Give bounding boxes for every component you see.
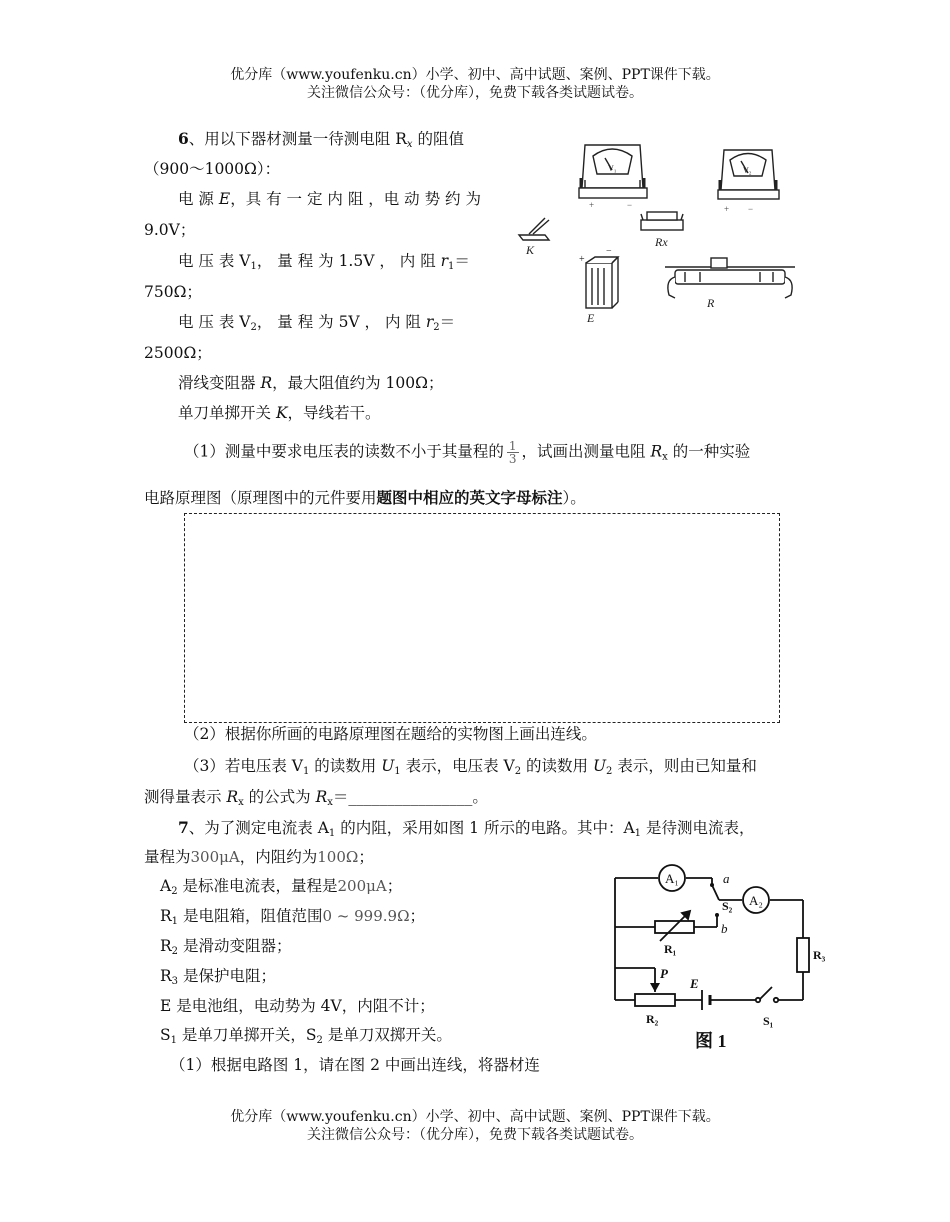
q7-r2-a: R xyxy=(160,937,172,955)
q6-p3-r2sub: x xyxy=(327,797,333,808)
q7-range-math2: 100Ω xyxy=(317,848,359,866)
figure-1-caption: 图 1 xyxy=(695,1031,727,1051)
q7-r1-math: 0 ~ 999.9Ω xyxy=(322,907,410,925)
q6-v2-b: ， 量 程 为 5V ， 内 阻 xyxy=(256,313,426,331)
q6-p3-u2: U xyxy=(592,757,607,775)
q6-p3-b: 的读数用 xyxy=(309,757,382,775)
circuit-wires xyxy=(615,878,803,1000)
rheostat-r2-icon xyxy=(635,994,675,1006)
switch-k-icon xyxy=(519,218,549,240)
q7-circuit-figure xyxy=(600,855,840,1060)
q6-range: （900～1000Ω）： xyxy=(144,160,281,178)
q7-intro-sub: 1 xyxy=(328,828,336,839)
a1-label: A₁ xyxy=(665,871,679,886)
q7-a2-sub: 2 xyxy=(171,886,178,897)
q6-p3-sub1: 1 xyxy=(302,766,310,777)
q7-e-line: E 是电池组，电动势为 4V，内阻不计； xyxy=(160,997,435,1015)
q7-intro xyxy=(178,818,754,838)
q6-number: 6 xyxy=(178,129,189,148)
q7-s-c: 是单刀双掷开关。 xyxy=(322,1026,452,1044)
q6-part2: （2）根据你所画的电路原理图在题给的实物图上画出连线。 xyxy=(184,725,597,743)
q6-source-line xyxy=(178,189,504,209)
q7-r3-b: 是保护电阻； xyxy=(178,967,276,985)
q6-p3-u1sub: 1 xyxy=(394,766,401,777)
q6-p1-a: （1）测量中要求电压表的读数不小于其量程的 xyxy=(184,442,504,461)
rheostat-r-icon xyxy=(665,258,795,298)
q6-p3-u1: U xyxy=(381,757,395,775)
s2-label: S₂ xyxy=(722,899,733,913)
s2-contact-a-icon xyxy=(710,883,714,887)
footer-line-2: 关注微信公众号：（优分库），免费下载各类试题试卷。 xyxy=(307,1127,643,1143)
q6-p3-e: 表示，则由已知量和 xyxy=(612,757,757,775)
q6-intro-tail: 的阻值 xyxy=(412,130,464,148)
q6-p1-d: 电路原理图（原理图中的元件要用 xyxy=(144,489,377,507)
rx-label: Rx xyxy=(655,235,668,249)
q6-p3-c: 表示，电压表 V xyxy=(400,757,515,775)
q7-r1-c: ； xyxy=(409,907,426,925)
q6-apparatus-figure xyxy=(515,130,805,330)
q6-p1-b: ，试画出测量电阻 xyxy=(521,442,651,461)
q7-s-sub2: 2 xyxy=(316,1035,323,1046)
header-line-2: 关注微信公众号：（优分库），免费下载各类试题试卷。 xyxy=(307,85,643,101)
q7-a2-b: 是标准电流表，量程是 xyxy=(177,877,338,895)
battery-minus-sign: − xyxy=(606,246,612,257)
one-third-fraction xyxy=(507,440,519,465)
fraction-numerator: 1 xyxy=(508,439,517,453)
q6-v1-sub: 1 xyxy=(250,261,257,272)
q7-range-b: ，内阻约为 xyxy=(239,848,318,866)
q7-r3-line xyxy=(160,966,276,986)
q6-v1-line xyxy=(178,251,470,271)
r1-label: R₁ xyxy=(664,942,677,956)
answer-drawing-box[interactable] xyxy=(184,513,780,723)
q6-v1-a: 电 压 表 V xyxy=(178,252,251,270)
battery-e-symbol-icon xyxy=(702,990,710,1010)
q7-number: 7 xyxy=(178,818,189,837)
q6-intro-text: 、用以下器材测量一待测电阻 R xyxy=(188,130,407,148)
q6-p1-bold: 题图中相应的英文字母标注 xyxy=(376,488,563,507)
q6-switch-line xyxy=(178,403,381,423)
q7-intro-c: 是待测电流表， xyxy=(641,819,755,837)
q6-p3-u2sub: 2 xyxy=(606,766,613,777)
q6-p3-a: （3）若电压表 V xyxy=(184,757,303,775)
q6-v1-value: 750Ω； xyxy=(144,283,202,301)
q6-source-sym: E xyxy=(218,190,231,208)
q7-r1-sub: 1 xyxy=(171,916,179,927)
q6-v2-eq: ＝ xyxy=(439,313,456,331)
q6-source-value: 9.0V； xyxy=(144,221,196,239)
q6-p3-r: R xyxy=(226,788,239,806)
q7-intro-a: 、为了测定电流表 A xyxy=(188,819,329,837)
q7-r2-line xyxy=(160,936,291,956)
v1-minus-sign: − xyxy=(627,200,633,210)
q7-r3-sub: 3 xyxy=(171,976,179,987)
q7-r1-line xyxy=(160,906,425,926)
q6-part1-line2 xyxy=(144,488,586,508)
q6-intro-sub: x xyxy=(406,139,413,150)
q6-p1-c: 的一种实验 xyxy=(667,442,751,461)
q7-part1: （1）根据电路图 1，请在图 2 中画出连线，将器材连 xyxy=(170,1056,540,1074)
q7-s-a: S xyxy=(160,1026,171,1044)
q6-v1-rsub: 1 xyxy=(448,261,455,272)
q6-p1-e: ）。 xyxy=(562,489,586,507)
resistor-rx-icon xyxy=(641,212,683,230)
q7-s-b: 是单刀单掷开关，S xyxy=(177,1026,317,1044)
q7-r2-b: 是滑动变阻器； xyxy=(178,937,292,955)
q7-r3-a: R xyxy=(160,967,172,985)
q7-range-math: 300μA xyxy=(190,848,240,866)
q7-intro-b: 的内阻，采用如图 1 所示的电路。其中：A xyxy=(335,819,635,837)
v2-plus-sign: + xyxy=(724,204,730,214)
q7-switch-line xyxy=(160,1025,452,1045)
q6-p1-r: R xyxy=(650,442,663,461)
contact-a-label: a xyxy=(723,871,730,886)
ammeter-a2-icon xyxy=(743,887,769,913)
e-symbol-label: E xyxy=(690,976,699,991)
fraction-denominator: 3 xyxy=(508,452,517,466)
battery-e-icon xyxy=(586,257,618,308)
q6-rheo-a: 滑线变阻器 xyxy=(178,374,261,392)
v2-minus-sign: − xyxy=(748,204,754,214)
q6-p3-rsub: x xyxy=(238,797,244,808)
resistor-box-r1-icon xyxy=(655,911,694,941)
q6-part3-line2 xyxy=(144,787,488,807)
page-footer xyxy=(0,1108,950,1144)
s2-contact-b-icon xyxy=(715,913,719,917)
header-line-1: 优分库（www.youfenku.cn）小学、初中、高中试题、案例、PPT课件下载。 xyxy=(230,67,720,83)
q7-s-sub1: 1 xyxy=(170,1035,177,1046)
q7-range-a: 量程为 xyxy=(144,848,191,866)
page-header xyxy=(0,66,950,102)
q6-v2-value: 2500Ω； xyxy=(144,344,212,362)
q6-v2-line xyxy=(178,312,455,332)
footer-line-1: 优分库（www.youfenku.cn）小学、初中、高中试题、案例、PPT课件下载。 xyxy=(230,1109,720,1125)
q7-range-c: ； xyxy=(358,848,374,866)
q7-range-line xyxy=(144,847,374,867)
r3-label: R₃ xyxy=(813,948,826,962)
q6-intro xyxy=(178,129,464,149)
v2-label: V₂ xyxy=(743,166,752,175)
q6-rheostat-line xyxy=(178,373,443,393)
q6-rheo-b: ，最大阻值约为 100Ω； xyxy=(272,374,444,392)
switch-s1-icon xyxy=(756,987,778,1002)
q7-a2-c: ； xyxy=(386,877,403,895)
q6-switch-a: 单刀单掷开关 xyxy=(178,404,276,422)
q6-p3-sub2: 2 xyxy=(514,766,522,777)
q6-p3-answer-blank[interactable]: ＝________________。 xyxy=(332,788,488,806)
q7-r2-sub: 2 xyxy=(171,946,179,957)
q6-part1-line xyxy=(184,440,750,465)
a2-label: A₂ xyxy=(749,893,763,908)
q6-v2-r: r xyxy=(425,313,434,331)
ammeter-a1-icon xyxy=(659,865,685,891)
r2-label: R₂ xyxy=(646,1012,659,1026)
q6-rheo-sym: R xyxy=(260,374,273,392)
battery-plus-sign: + xyxy=(579,254,585,265)
s1-label: S₁ xyxy=(763,1014,774,1028)
q6-v1-b: ， 量 程 为 1.5V ， 内 阻 xyxy=(256,252,441,270)
q6-source-a: 电 源 xyxy=(178,190,219,208)
q6-p3-f: 测得量表示 xyxy=(144,788,227,806)
q6-p1-rsub: x xyxy=(662,451,668,463)
q6-p3-r2: R xyxy=(315,788,328,806)
q6-part3-line xyxy=(184,756,757,776)
q6-p3-d: 的读数用 xyxy=(521,757,593,775)
q6-source-b: ，具 有 一 定 内 阻 ，电 动 势 约 为 xyxy=(230,190,481,208)
k-label: K xyxy=(526,243,535,257)
q6-v2-a: 电 压 表 V xyxy=(178,313,251,331)
q6-v1-eq: ＝ xyxy=(454,252,470,270)
e-label: E xyxy=(587,311,595,325)
q7-intro-sub2: 1 xyxy=(634,828,642,839)
p-label: P xyxy=(660,966,668,981)
q6-v2-rsub: 2 xyxy=(433,322,440,333)
q6-p3-g: 的公式为 xyxy=(243,788,316,806)
q7-a2-a: A xyxy=(160,877,172,895)
r-label: R xyxy=(707,296,715,310)
v1-plus-sign: + xyxy=(589,200,595,210)
q6-v1-r: r xyxy=(440,252,449,270)
resistor-r3-icon xyxy=(797,938,809,972)
q7-r1-a: R xyxy=(160,907,172,925)
q7-r1-b: 是电阻箱，阻值范围 xyxy=(178,907,323,925)
contact-b-label: b xyxy=(721,921,728,936)
q7-a2-line xyxy=(160,876,402,896)
q6-switch-b: ，导线若干。 xyxy=(287,404,381,422)
q6-switch-sym: K xyxy=(275,404,288,422)
v1-label: V₁ xyxy=(608,164,617,173)
q7-a2-math: 200μA xyxy=(337,877,387,895)
slider-p-arrow-icon xyxy=(650,983,660,992)
q6-v2-sub: 2 xyxy=(250,322,257,333)
